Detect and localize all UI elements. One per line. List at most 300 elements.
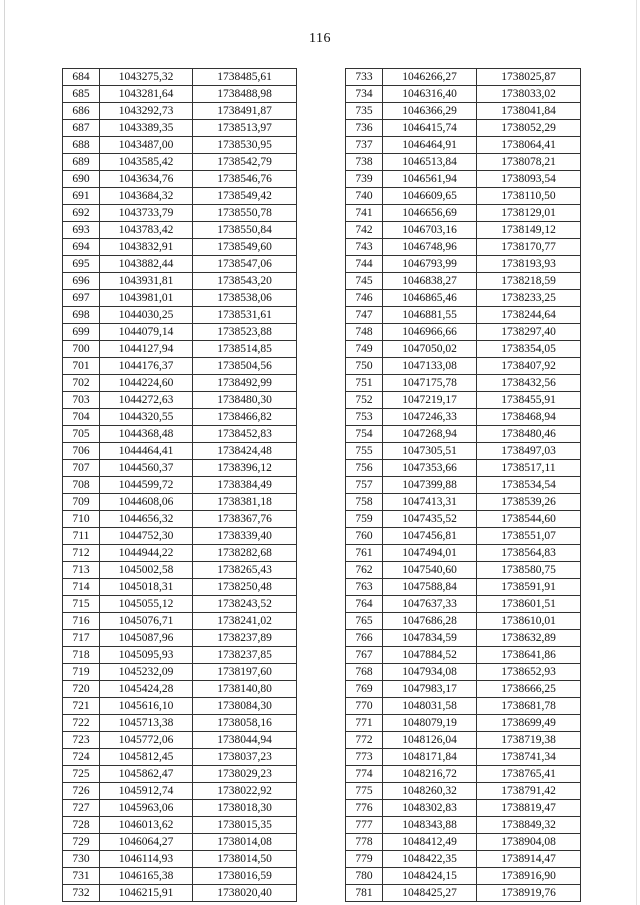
x-coordinate-cell: 1046881,55 bbox=[383, 307, 477, 324]
point-number-cell: 761 bbox=[346, 545, 383, 562]
table-row bbox=[63, 69, 297, 86]
point-number-cell: 746 bbox=[346, 290, 383, 307]
x-coordinate-cell: 1048412,49 bbox=[383, 834, 477, 851]
y-coordinate-cell: 1738641,86 bbox=[477, 647, 581, 664]
y-coordinate-cell: 1738243,52 bbox=[193, 596, 297, 613]
y-coordinate-cell: 1738491,87 bbox=[193, 103, 297, 120]
y-coordinate-cell: 1738530,95 bbox=[193, 137, 297, 154]
table-row bbox=[63, 766, 297, 783]
x-coordinate-cell: 1046656,69 bbox=[383, 205, 477, 222]
x-coordinate-cell: 1045002,58 bbox=[100, 562, 193, 579]
x-coordinate-cell: 1047456,81 bbox=[383, 528, 477, 545]
point-number-cell: 757 bbox=[346, 477, 383, 494]
point-number-cell: 766 bbox=[346, 630, 383, 647]
point-number-cell: 774 bbox=[346, 766, 383, 783]
x-coordinate-cell: 1046415,74 bbox=[383, 120, 477, 137]
x-coordinate-cell: 1046366,29 bbox=[383, 103, 477, 120]
y-coordinate-cell: 1738233,25 bbox=[477, 290, 581, 307]
y-coordinate-cell: 1738014,08 bbox=[193, 834, 297, 851]
y-coordinate-cell: 1738504,56 bbox=[193, 358, 297, 375]
point-number-cell: 781 bbox=[346, 885, 383, 902]
point-number-cell: 728 bbox=[63, 817, 100, 834]
x-coordinate-cell: 1048260,32 bbox=[383, 783, 477, 800]
point-number-cell: 696 bbox=[63, 273, 100, 290]
table-row bbox=[63, 664, 297, 681]
table-row bbox=[346, 443, 581, 460]
y-coordinate-cell: 1738029,23 bbox=[193, 766, 297, 783]
point-number-cell: 744 bbox=[346, 256, 383, 273]
x-coordinate-cell: 1046165,38 bbox=[100, 868, 193, 885]
table-row bbox=[63, 273, 297, 290]
point-number-cell: 713 bbox=[63, 562, 100, 579]
point-number-cell: 751 bbox=[346, 375, 383, 392]
point-number-cell: 718 bbox=[63, 647, 100, 664]
point-number-cell: 716 bbox=[63, 613, 100, 630]
point-number-cell: 711 bbox=[63, 528, 100, 545]
y-coordinate-cell: 1738681,78 bbox=[477, 698, 581, 715]
point-number-cell: 739 bbox=[346, 171, 383, 188]
y-coordinate-cell: 1738819,47 bbox=[477, 800, 581, 817]
table-row bbox=[346, 273, 581, 290]
point-number-cell: 758 bbox=[346, 494, 383, 511]
x-coordinate-cell: 1047133,08 bbox=[383, 358, 477, 375]
x-coordinate-cell: 1047540,60 bbox=[383, 562, 477, 579]
x-coordinate-cell: 1044224,60 bbox=[100, 375, 193, 392]
point-number-cell: 759 bbox=[346, 511, 383, 528]
x-coordinate-cell: 1047246,33 bbox=[383, 409, 477, 426]
x-coordinate-cell: 1048171,84 bbox=[383, 749, 477, 766]
x-coordinate-cell: 1045812,45 bbox=[100, 749, 193, 766]
x-coordinate-cell: 1044079,14 bbox=[100, 324, 193, 341]
table-row bbox=[63, 358, 297, 375]
x-coordinate-cell: 1043585,42 bbox=[100, 154, 193, 171]
point-number-cell: 690 bbox=[63, 171, 100, 188]
point-number-cell: 760 bbox=[346, 528, 383, 545]
table-row bbox=[63, 103, 297, 120]
x-coordinate-cell: 1045095,93 bbox=[100, 647, 193, 664]
point-number-cell: 769 bbox=[346, 681, 383, 698]
y-coordinate-cell: 1738218,59 bbox=[477, 273, 581, 290]
x-coordinate-cell: 1043389,35 bbox=[100, 120, 193, 137]
point-number-cell: 688 bbox=[63, 137, 100, 154]
x-coordinate-cell: 1043931,81 bbox=[100, 273, 193, 290]
point-number-cell: 737 bbox=[346, 137, 383, 154]
y-coordinate-cell: 1738064,41 bbox=[477, 137, 581, 154]
x-coordinate-cell: 1045713,38 bbox=[100, 715, 193, 732]
x-coordinate-cell: 1043882,44 bbox=[100, 256, 193, 273]
scan-edge-left bbox=[4, 0, 5, 905]
y-coordinate-cell: 1738488,98 bbox=[193, 86, 297, 103]
point-number-cell: 779 bbox=[346, 851, 383, 868]
x-coordinate-cell: 1044272,63 bbox=[100, 392, 193, 409]
table-row bbox=[346, 307, 581, 324]
point-number-cell: 724 bbox=[63, 749, 100, 766]
x-coordinate-cell: 1045424,28 bbox=[100, 681, 193, 698]
table-row bbox=[63, 562, 297, 579]
y-coordinate-cell: 1738551,07 bbox=[477, 528, 581, 545]
table-row bbox=[346, 630, 581, 647]
x-coordinate-cell: 1044464,41 bbox=[100, 443, 193, 460]
x-coordinate-cell: 1046266,27 bbox=[383, 69, 477, 86]
table-row bbox=[63, 222, 297, 239]
y-coordinate-cell: 1738078,21 bbox=[477, 154, 581, 171]
table-row bbox=[63, 834, 297, 851]
y-coordinate-cell: 1738765,41 bbox=[477, 766, 581, 783]
table-row bbox=[63, 120, 297, 137]
table-row bbox=[346, 749, 581, 766]
table-row bbox=[63, 239, 297, 256]
y-coordinate-cell: 1738265,43 bbox=[193, 562, 297, 579]
y-coordinate-cell: 1738432,56 bbox=[477, 375, 581, 392]
table-row bbox=[346, 817, 581, 834]
y-coordinate-cell: 1738497,03 bbox=[477, 443, 581, 460]
x-coordinate-cell: 1048031,58 bbox=[383, 698, 477, 715]
y-coordinate-cell: 1738699,49 bbox=[477, 715, 581, 732]
point-number-cell: 717 bbox=[63, 630, 100, 647]
point-number-cell: 776 bbox=[346, 800, 383, 817]
y-coordinate-cell: 1738452,83 bbox=[193, 426, 297, 443]
point-number-cell: 715 bbox=[63, 596, 100, 613]
point-number-cell: 707 bbox=[63, 460, 100, 477]
x-coordinate-cell: 1047353,66 bbox=[383, 460, 477, 477]
y-coordinate-cell: 1738916,90 bbox=[477, 868, 581, 885]
point-number-cell: 748 bbox=[346, 324, 383, 341]
table-row bbox=[63, 477, 297, 494]
table-row bbox=[63, 443, 297, 460]
point-number-cell: 775 bbox=[346, 783, 383, 800]
table-row bbox=[346, 613, 581, 630]
y-coordinate-cell: 1738549,60 bbox=[193, 239, 297, 256]
table-row bbox=[346, 681, 581, 698]
x-coordinate-cell: 1048079,19 bbox=[383, 715, 477, 732]
table-row bbox=[63, 460, 297, 477]
y-coordinate-cell: 1738719,38 bbox=[477, 732, 581, 749]
x-coordinate-cell: 1044608,06 bbox=[100, 494, 193, 511]
x-coordinate-cell: 1043634,76 bbox=[100, 171, 193, 188]
y-coordinate-cell: 1738170,77 bbox=[477, 239, 581, 256]
y-coordinate-cell: 1738546,76 bbox=[193, 171, 297, 188]
point-number-cell: 685 bbox=[63, 86, 100, 103]
table-row bbox=[346, 834, 581, 851]
y-coordinate-cell: 1738381,18 bbox=[193, 494, 297, 511]
point-number-cell: 700 bbox=[63, 341, 100, 358]
point-number-cell: 743 bbox=[346, 239, 383, 256]
point-number-cell: 699 bbox=[63, 324, 100, 341]
table-row bbox=[63, 86, 297, 103]
table-row bbox=[63, 681, 297, 698]
table-row bbox=[346, 426, 581, 443]
x-coordinate-cell: 1048425,27 bbox=[383, 885, 477, 902]
table-row bbox=[346, 647, 581, 664]
x-coordinate-cell: 1045055,12 bbox=[100, 596, 193, 613]
table-row bbox=[346, 494, 581, 511]
table-row bbox=[346, 205, 581, 222]
x-coordinate-cell: 1043783,42 bbox=[100, 222, 193, 239]
table-row bbox=[63, 817, 297, 834]
point-number-cell: 749 bbox=[346, 341, 383, 358]
y-coordinate-cell: 1738550,78 bbox=[193, 205, 297, 222]
point-number-cell: 698 bbox=[63, 307, 100, 324]
point-number-cell: 701 bbox=[63, 358, 100, 375]
x-coordinate-cell: 1047050,02 bbox=[383, 341, 477, 358]
y-coordinate-cell: 1738543,20 bbox=[193, 273, 297, 290]
x-coordinate-cell: 1048424,15 bbox=[383, 868, 477, 885]
x-coordinate-cell: 1043733,79 bbox=[100, 205, 193, 222]
page-number: 116 bbox=[309, 31, 331, 46]
point-number-cell: 747 bbox=[346, 307, 383, 324]
x-coordinate-cell: 1044656,32 bbox=[100, 511, 193, 528]
y-coordinate-cell: 1738610,01 bbox=[477, 613, 581, 630]
x-coordinate-cell: 1044368,48 bbox=[100, 426, 193, 443]
y-coordinate-cell: 1738534,54 bbox=[477, 477, 581, 494]
x-coordinate-cell: 1043487,00 bbox=[100, 137, 193, 154]
table-row bbox=[63, 630, 297, 647]
y-coordinate-cell: 1738037,23 bbox=[193, 749, 297, 766]
table-row bbox=[346, 460, 581, 477]
point-number-cell: 753 bbox=[346, 409, 383, 426]
table-row bbox=[346, 239, 581, 256]
y-coordinate-cell: 1738523,88 bbox=[193, 324, 297, 341]
y-coordinate-cell: 1738110,50 bbox=[477, 188, 581, 205]
point-number-cell: 727 bbox=[63, 800, 100, 817]
y-coordinate-cell: 1738020,40 bbox=[193, 885, 297, 902]
point-number-cell: 694 bbox=[63, 239, 100, 256]
y-coordinate-cell: 1738564,83 bbox=[477, 545, 581, 562]
x-coordinate-cell: 1044030,25 bbox=[100, 307, 193, 324]
point-number-cell: 720 bbox=[63, 681, 100, 698]
y-coordinate-cell: 1738455,91 bbox=[477, 392, 581, 409]
x-coordinate-cell: 1047983,17 bbox=[383, 681, 477, 698]
point-number-cell: 726 bbox=[63, 783, 100, 800]
table-row bbox=[63, 715, 297, 732]
table-row bbox=[346, 698, 581, 715]
table-row bbox=[346, 290, 581, 307]
table-row bbox=[63, 851, 297, 868]
table-row bbox=[63, 800, 297, 817]
x-coordinate-cell: 1045862,47 bbox=[100, 766, 193, 783]
y-coordinate-cell: 1738058,16 bbox=[193, 715, 297, 732]
y-coordinate-cell: 1738513,97 bbox=[193, 120, 297, 137]
x-coordinate-cell: 1046703,16 bbox=[383, 222, 477, 239]
y-coordinate-cell: 1738041,84 bbox=[477, 103, 581, 120]
x-coordinate-cell: 1046966,66 bbox=[383, 324, 477, 341]
x-coordinate-cell: 1047413,31 bbox=[383, 494, 477, 511]
y-coordinate-cell: 1738492,99 bbox=[193, 375, 297, 392]
x-coordinate-cell: 1043275,32 bbox=[100, 69, 193, 86]
table-row bbox=[346, 324, 581, 341]
y-coordinate-cell: 1738084,30 bbox=[193, 698, 297, 715]
point-number-cell: 693 bbox=[63, 222, 100, 239]
scan-edge-right bbox=[636, 0, 637, 905]
table-row bbox=[63, 171, 297, 188]
x-coordinate-cell: 1046561,94 bbox=[383, 171, 477, 188]
point-number-cell: 709 bbox=[63, 494, 100, 511]
x-coordinate-cell: 1046838,27 bbox=[383, 273, 477, 290]
coordinates-table-right bbox=[345, 68, 581, 902]
table-row bbox=[346, 562, 581, 579]
x-coordinate-cell: 1046114,93 bbox=[100, 851, 193, 868]
y-coordinate-cell: 1738241,02 bbox=[193, 613, 297, 630]
x-coordinate-cell: 1046064,27 bbox=[100, 834, 193, 851]
y-coordinate-cell: 1738197,60 bbox=[193, 664, 297, 681]
x-coordinate-cell: 1046513,84 bbox=[383, 154, 477, 171]
table-row bbox=[346, 375, 581, 392]
x-coordinate-cell: 1047494,01 bbox=[383, 545, 477, 562]
table-row bbox=[346, 596, 581, 613]
x-coordinate-cell: 1046793,99 bbox=[383, 256, 477, 273]
x-coordinate-cell: 1044320,55 bbox=[100, 409, 193, 426]
table-row bbox=[346, 732, 581, 749]
table-row bbox=[346, 511, 581, 528]
y-coordinate-cell: 1738396,12 bbox=[193, 460, 297, 477]
x-coordinate-cell: 1046316,40 bbox=[383, 86, 477, 103]
point-number-cell: 767 bbox=[346, 647, 383, 664]
y-coordinate-cell: 1738480,30 bbox=[193, 392, 297, 409]
y-coordinate-cell: 1738244,64 bbox=[477, 307, 581, 324]
x-coordinate-cell: 1048422,35 bbox=[383, 851, 477, 868]
y-coordinate-cell: 1738149,12 bbox=[477, 222, 581, 239]
y-coordinate-cell: 1738052,29 bbox=[477, 120, 581, 137]
y-coordinate-cell: 1738539,26 bbox=[477, 494, 581, 511]
x-coordinate-cell: 1045076,71 bbox=[100, 613, 193, 630]
point-number-cell: 740 bbox=[346, 188, 383, 205]
point-number-cell: 770 bbox=[346, 698, 383, 715]
table-row bbox=[63, 290, 297, 307]
y-coordinate-cell: 1738297,40 bbox=[477, 324, 581, 341]
point-number-cell: 686 bbox=[63, 103, 100, 120]
x-coordinate-cell: 1048126,04 bbox=[383, 732, 477, 749]
table-row bbox=[346, 579, 581, 596]
table-row bbox=[63, 494, 297, 511]
y-coordinate-cell: 1738550,84 bbox=[193, 222, 297, 239]
table-row bbox=[346, 120, 581, 137]
y-coordinate-cell: 1738632,89 bbox=[477, 630, 581, 647]
table-row bbox=[63, 409, 297, 426]
x-coordinate-cell: 1048216,72 bbox=[383, 766, 477, 783]
y-coordinate-cell: 1738517,11 bbox=[477, 460, 581, 477]
table-row bbox=[346, 851, 581, 868]
point-number-cell: 708 bbox=[63, 477, 100, 494]
y-coordinate-cell: 1738849,32 bbox=[477, 817, 581, 834]
table-row bbox=[63, 256, 297, 273]
table-row bbox=[346, 800, 581, 817]
point-number-cell: 734 bbox=[346, 86, 383, 103]
point-number-cell: 712 bbox=[63, 545, 100, 562]
point-number-cell: 721 bbox=[63, 698, 100, 715]
x-coordinate-cell: 1044560,37 bbox=[100, 460, 193, 477]
x-coordinate-cell: 1047175,78 bbox=[383, 375, 477, 392]
y-coordinate-cell: 1738549,42 bbox=[193, 188, 297, 205]
table-row bbox=[346, 154, 581, 171]
x-coordinate-cell: 1045963,06 bbox=[100, 800, 193, 817]
x-coordinate-cell: 1048302,83 bbox=[383, 800, 477, 817]
table-row bbox=[63, 545, 297, 562]
y-coordinate-cell: 1738791,42 bbox=[477, 783, 581, 800]
x-coordinate-cell: 1047399,88 bbox=[383, 477, 477, 494]
x-coordinate-cell: 1047435,52 bbox=[383, 511, 477, 528]
table-row bbox=[346, 664, 581, 681]
y-coordinate-cell: 1738919,76 bbox=[477, 885, 581, 902]
point-number-cell: 742 bbox=[346, 222, 383, 239]
x-coordinate-cell: 1047884,52 bbox=[383, 647, 477, 664]
point-number-cell: 725 bbox=[63, 766, 100, 783]
y-coordinate-cell: 1738018,30 bbox=[193, 800, 297, 817]
table-row bbox=[63, 137, 297, 154]
point-number-cell: 722 bbox=[63, 715, 100, 732]
y-coordinate-cell: 1738367,76 bbox=[193, 511, 297, 528]
coordinates-table-left bbox=[62, 68, 297, 902]
table-row bbox=[346, 783, 581, 800]
table-row bbox=[346, 545, 581, 562]
y-coordinate-cell: 1738666,25 bbox=[477, 681, 581, 698]
y-coordinate-cell: 1738407,92 bbox=[477, 358, 581, 375]
table-row bbox=[346, 256, 581, 273]
x-coordinate-cell: 1045616,10 bbox=[100, 698, 193, 715]
y-coordinate-cell: 1738193,93 bbox=[477, 256, 581, 273]
table-row bbox=[63, 511, 297, 528]
y-coordinate-cell: 1738129,01 bbox=[477, 205, 581, 222]
table-row bbox=[346, 103, 581, 120]
point-number-cell: 768 bbox=[346, 664, 383, 681]
point-number-cell: 765 bbox=[346, 613, 383, 630]
x-coordinate-cell: 1043981,01 bbox=[100, 290, 193, 307]
x-coordinate-cell: 1048343,88 bbox=[383, 817, 477, 834]
y-coordinate-cell: 1738904,08 bbox=[477, 834, 581, 851]
table-row bbox=[346, 188, 581, 205]
point-number-cell: 705 bbox=[63, 426, 100, 443]
y-coordinate-cell: 1738093,54 bbox=[477, 171, 581, 188]
x-coordinate-cell: 1047834,59 bbox=[383, 630, 477, 647]
y-coordinate-cell: 1738044,94 bbox=[193, 732, 297, 749]
y-coordinate-cell: 1738025,87 bbox=[477, 69, 581, 86]
table-row bbox=[346, 392, 581, 409]
x-coordinate-cell: 1046464,91 bbox=[383, 137, 477, 154]
x-coordinate-cell: 1047588,84 bbox=[383, 579, 477, 596]
point-number-cell: 729 bbox=[63, 834, 100, 851]
table-row bbox=[346, 137, 581, 154]
y-coordinate-cell: 1738250,48 bbox=[193, 579, 297, 596]
table-row bbox=[63, 154, 297, 171]
x-coordinate-cell: 1047219,17 bbox=[383, 392, 477, 409]
point-number-cell: 697 bbox=[63, 290, 100, 307]
x-coordinate-cell: 1045018,31 bbox=[100, 579, 193, 596]
point-number-cell: 687 bbox=[63, 120, 100, 137]
point-number-cell: 738 bbox=[346, 154, 383, 171]
x-coordinate-cell: 1046865,46 bbox=[383, 290, 477, 307]
point-number-cell: 750 bbox=[346, 358, 383, 375]
point-number-cell: 756 bbox=[346, 460, 383, 477]
point-number-cell: 730 bbox=[63, 851, 100, 868]
point-number-cell: 773 bbox=[346, 749, 383, 766]
x-coordinate-cell: 1044752,30 bbox=[100, 528, 193, 545]
x-coordinate-cell: 1047637,33 bbox=[383, 596, 477, 613]
x-coordinate-cell: 1044599,72 bbox=[100, 477, 193, 494]
x-coordinate-cell: 1044944,22 bbox=[100, 545, 193, 562]
point-number-cell: 763 bbox=[346, 579, 383, 596]
point-number-cell: 731 bbox=[63, 868, 100, 885]
table-row bbox=[63, 375, 297, 392]
table-row bbox=[63, 868, 297, 885]
table-row bbox=[63, 647, 297, 664]
x-coordinate-cell: 1044176,37 bbox=[100, 358, 193, 375]
table-row bbox=[63, 698, 297, 715]
x-coordinate-cell: 1045232,09 bbox=[100, 664, 193, 681]
table-row bbox=[346, 477, 581, 494]
table-row bbox=[63, 205, 297, 222]
table-row bbox=[63, 732, 297, 749]
y-coordinate-cell: 1738354,05 bbox=[477, 341, 581, 358]
x-coordinate-cell: 1044127,94 bbox=[100, 341, 193, 358]
